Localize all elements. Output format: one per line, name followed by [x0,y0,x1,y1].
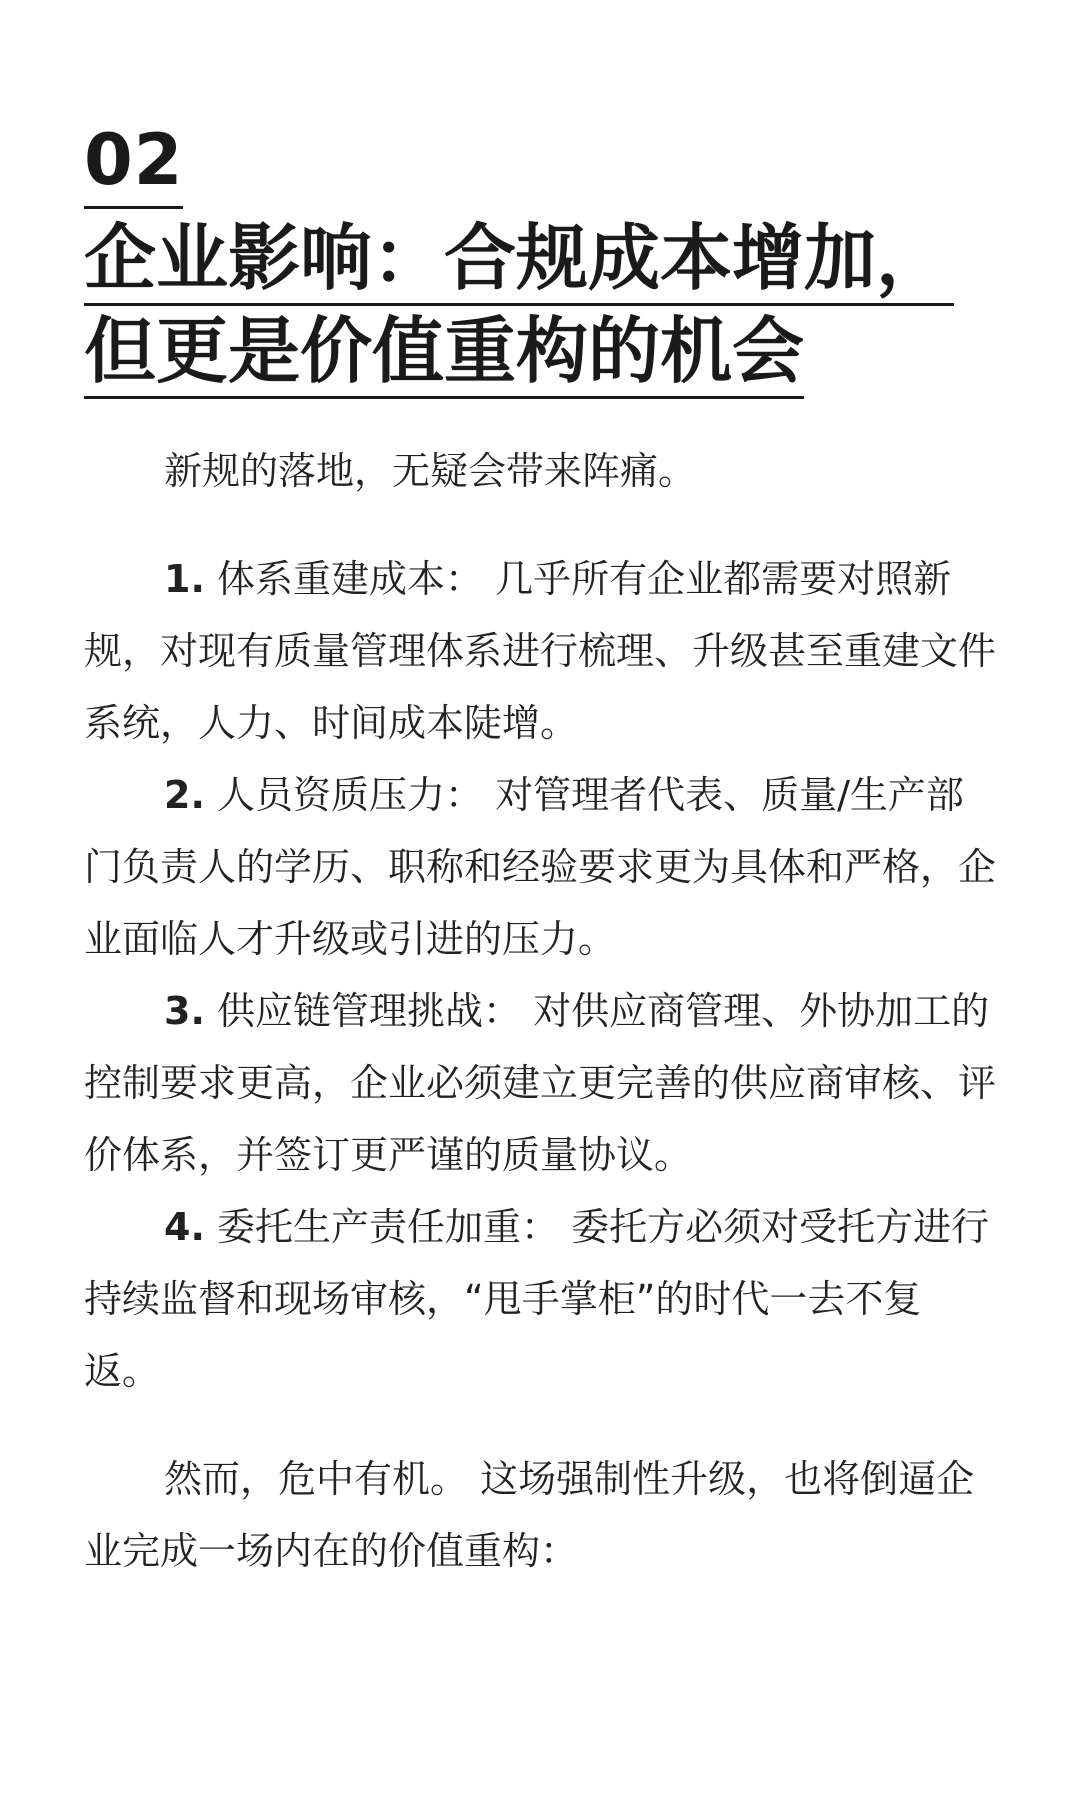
section-title-line-2: 但更是价值重构的机会 [84,306,804,399]
list-item-text: 委托生产责任加重： 委托方必须对受托方进行持续监督和现场审核，“甩手掌柜”的时代一去不复返。 [84,1205,990,1393]
list-item-number: 1. [164,557,205,601]
list-item-text: 人员资质压力： 对管理者代表、质量/生产部门负责人的学历、职称和经验要求更为具体和严格，企业面临人才升级或引进的压力。 [84,773,997,961]
list-item-number: 3. [164,989,205,1033]
closing-paragraph: 然而，危中有机。 这场强制性升级，也将倒逼企业完成一场内在的价值重构： [84,1457,975,1573]
list-item-3 [84,975,996,1191]
section-title-line-1: 企业影响：合规成本增加， [84,213,954,306]
list-item-number: 4. [164,1205,205,1249]
list-item-text: 供应链管理挑战： 对供应商管理、外协加工的控制要求更高，企业必须建立更完善的供应商审核、评价体系，并签订更严谨的质量协议。 [84,989,997,1177]
list-item-1 [84,543,996,759]
article-body [84,435,996,1587]
intro-paragraph: 新规的落地，无疑会带来阵痛。 [164,449,697,493]
section-number: 02 [84,120,183,209]
list-item-text: 体系重建成本： 几乎所有企业都需要对照新规，对现有质量管理体系进行梳理、升级甚至重建文件系统，人力、时间成本陡增。 [84,557,997,745]
section-title [84,213,964,399]
list-item-2 [84,759,996,975]
list-item-number: 2. [164,773,205,817]
list-item-4 [84,1191,996,1407]
